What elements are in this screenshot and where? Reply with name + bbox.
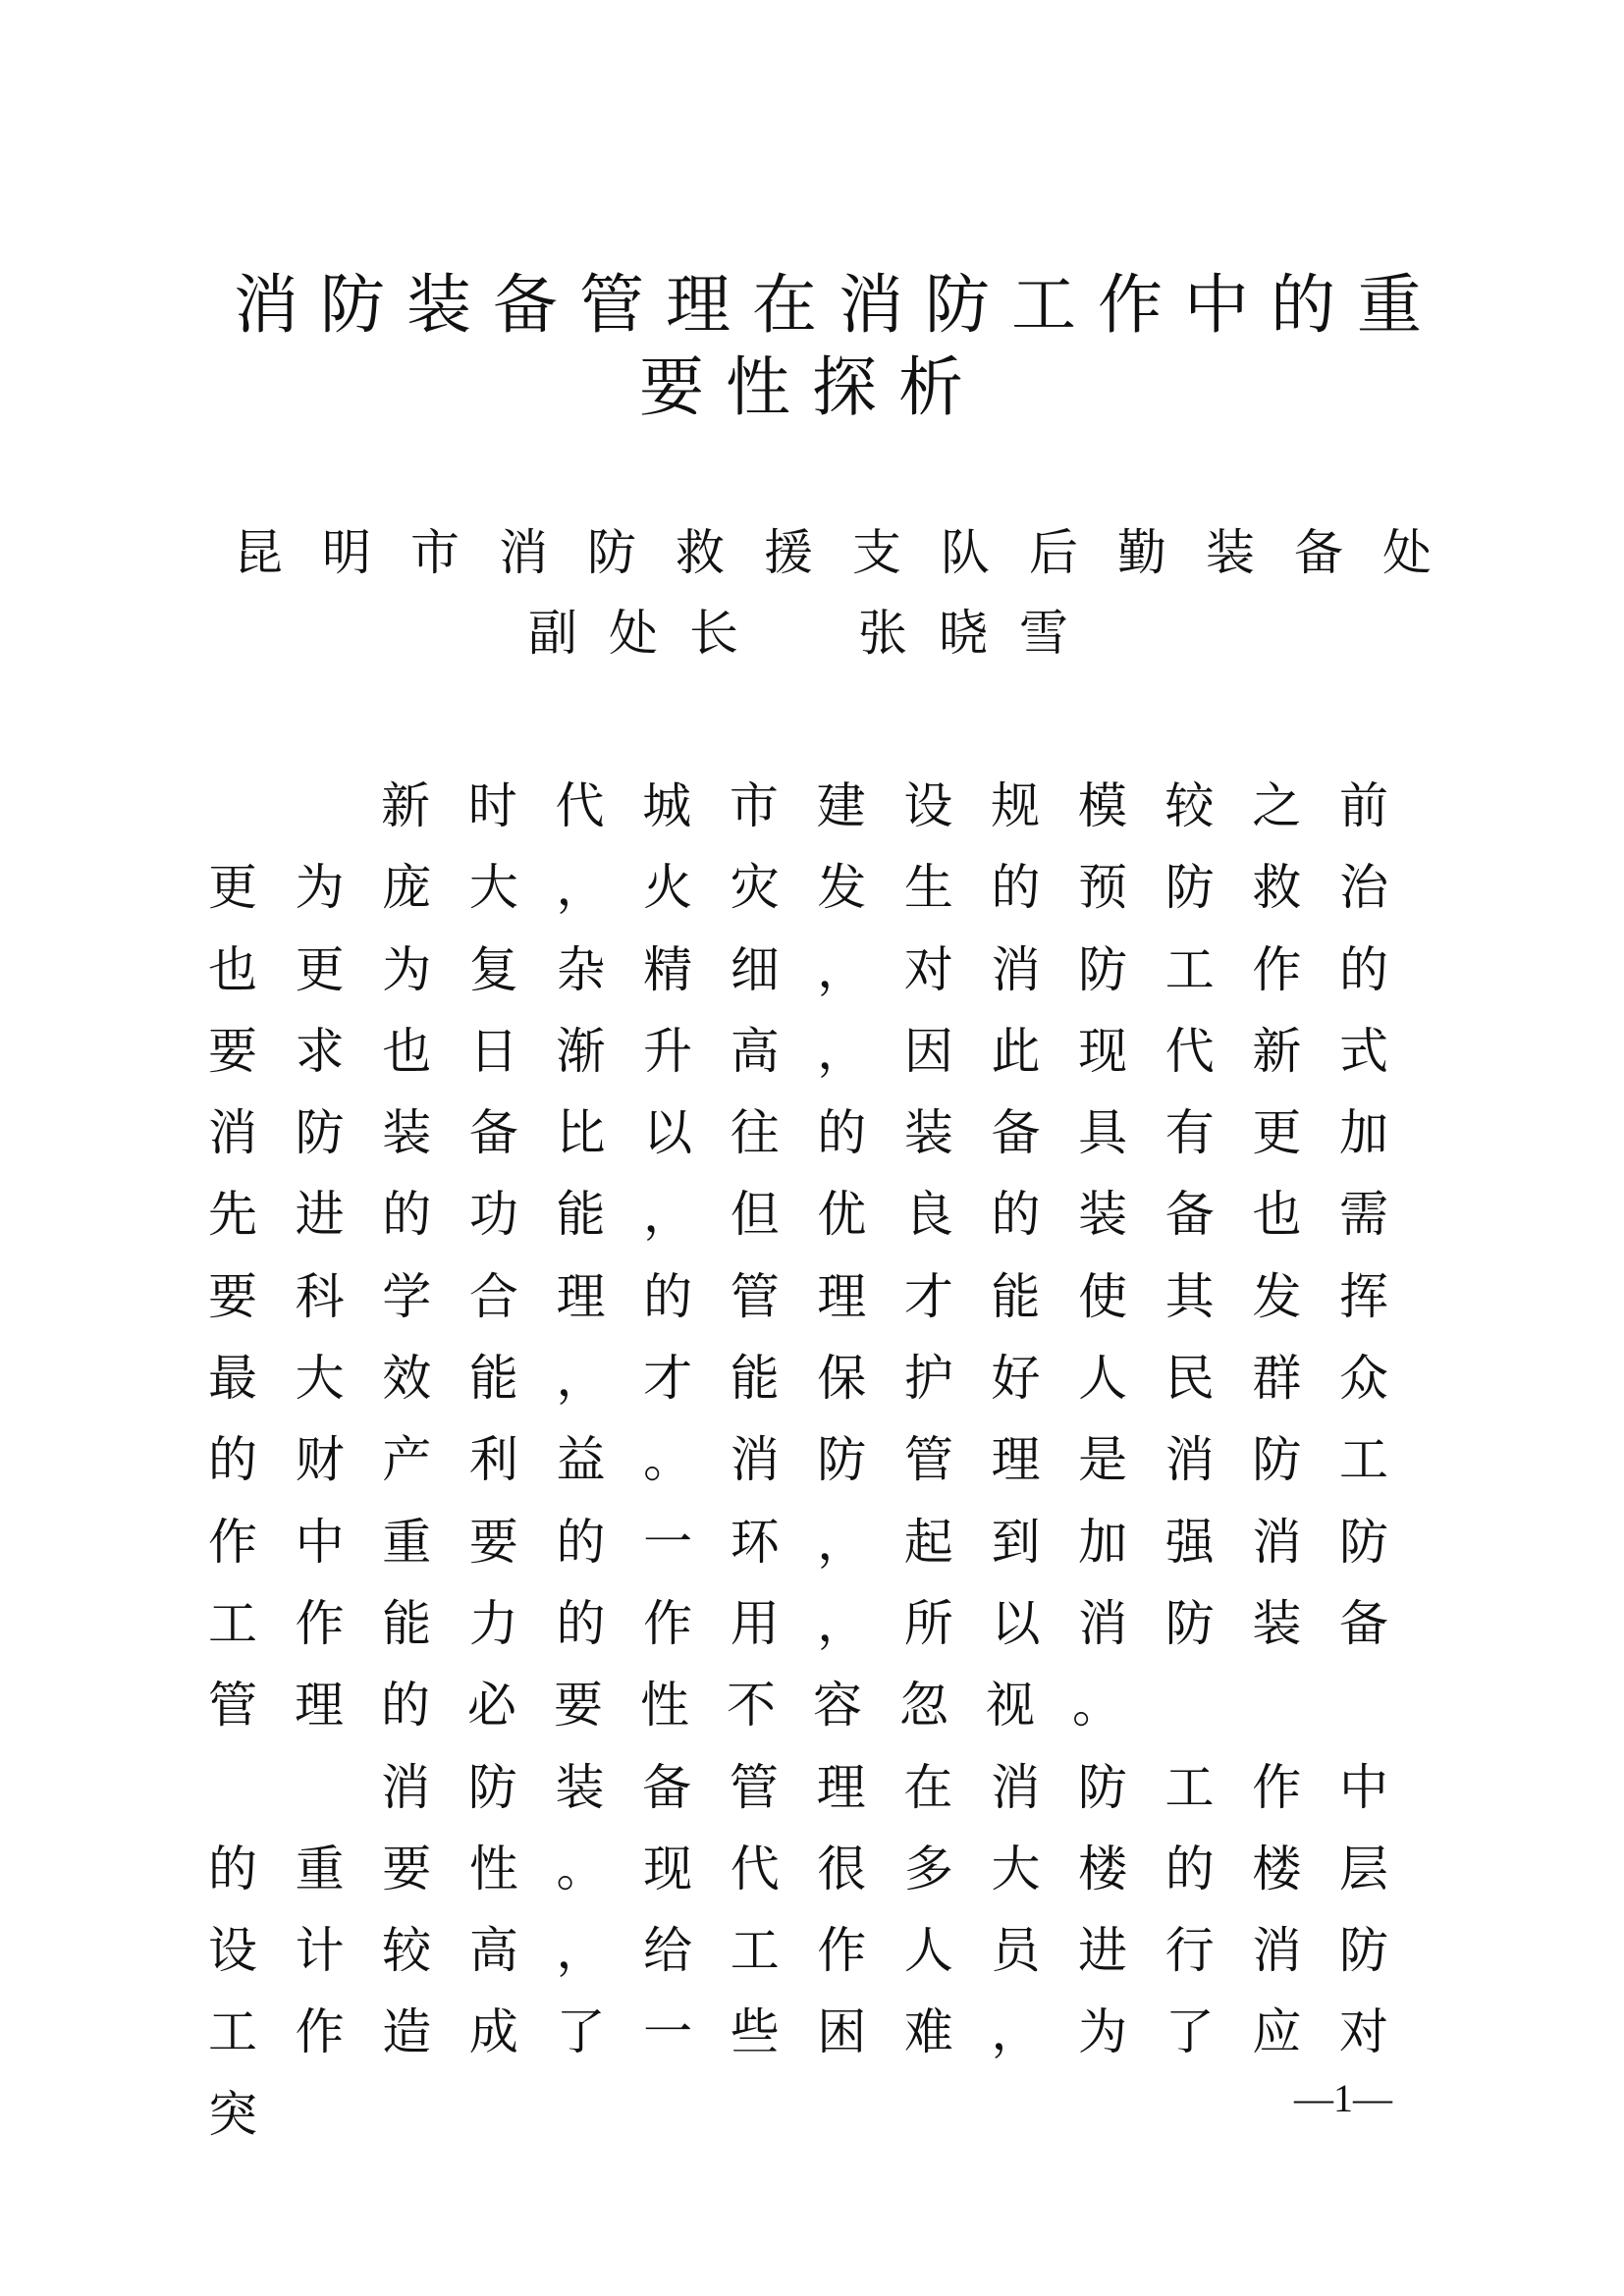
body-paragraph-2: 消防装备管理在消防工作中的重要性。现代很多大楼的楼层设计较高，给工作人员进行消防工作造成了一些困难，为了应对突 (208, 1758, 1426, 2143)
document-title-line-1: 消防装备管理在消防工作中的重 (234, 267, 1443, 343)
document-title-line-2: 要性探析 (639, 349, 985, 425)
page-number: —1— (1294, 2076, 1392, 2120)
body-text (208, 766, 1426, 2156)
author-position: 副处长 (528, 605, 770, 662)
author-affiliation: 昆明市消防救援支队后勤装备处 (234, 524, 1471, 581)
author-byline (528, 605, 1100, 662)
author-name: 张晓雪 (858, 605, 1100, 662)
body-paragraph-1: 新时代城市建设规模较之前更为庞大，火灾发生的预防救治也更为复杂精细，对消防工作的要求也日渐升高，因此现代新式消防装备比以往的装备具有更加先进的功能，但优良的装备也需要科学合理的管理才能使其发挥最大效能，才能保护好人民群众的财产利益。消防管理是消防工作中重要的一环，起到加强消防工作能力的作用，所以消防装备管理的必要性不容忽视。 (208, 777, 1426, 1735)
